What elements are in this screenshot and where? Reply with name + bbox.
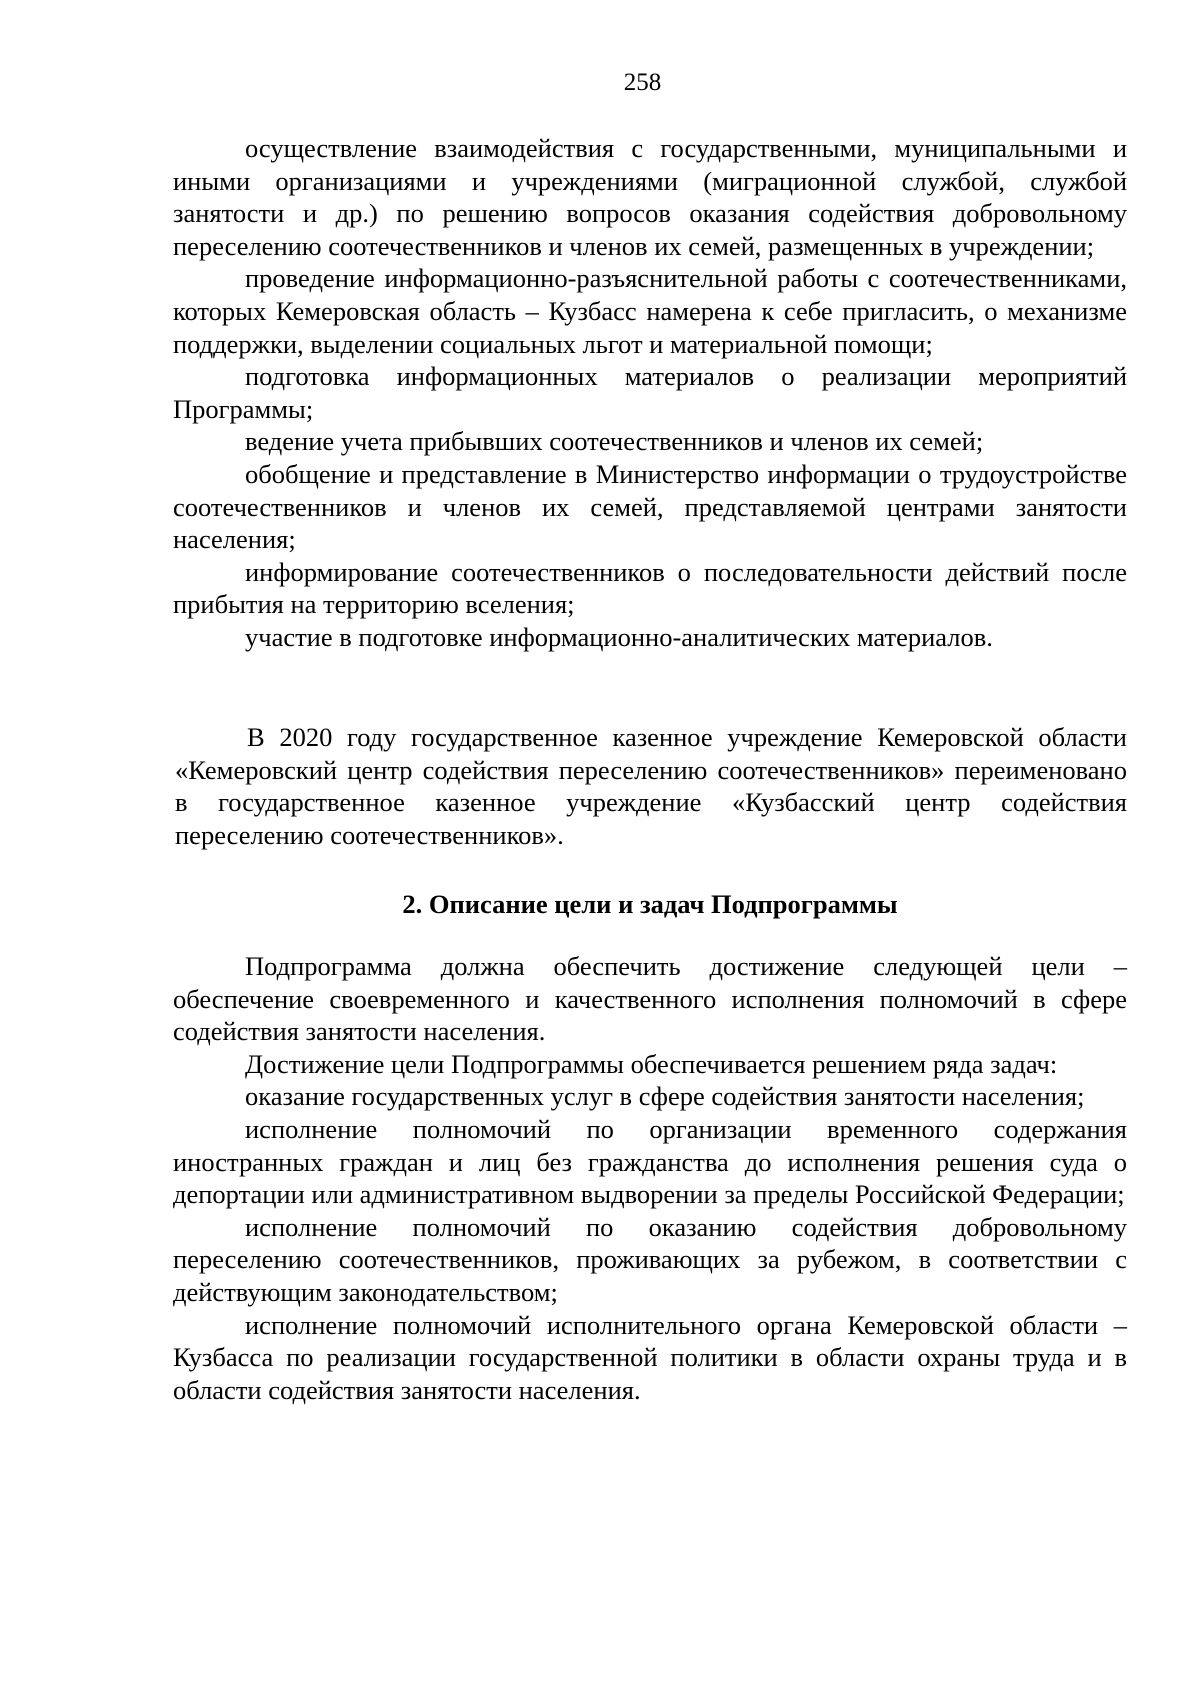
paragraph-task-services: оказание государственных услуг в сфере содействия занятости населения;: [245, 1081, 1085, 1112]
paragraph-arrivals-record: ведение учета прибывших соотечественников и членов их семей;: [245, 426, 984, 457]
paragraph-task-resettlement: исполнение полномочий по оказанию содействия добровольному переселению соотечественников, проживающих за рубежом, в соответствии с действующим законодательством;: [173, 1211, 1127, 1307]
paragraph-tasks-intro: Достижение цели Подпрограммы обеспечивается решением ряда задач:: [245, 1048, 1058, 1079]
section-2-text: [173, 950, 1127, 1406]
page-number: 258: [623, 69, 662, 96]
paragraph-explanatory-work: проведение информационно-разъяснительной работы с соотечественниками, которых Кемеровская область – Кузбасс намерена к себе пригласить, о механизме поддержки, выделении социальных льгот и материальной помощи;: [173, 263, 1127, 359]
paragraph-goal: Подпрограмма должна обеспечить достижение следующей цели – обеспечение своевременного и качественного исполнения полномочий в сфере содействия занятости населения.: [173, 951, 1127, 1047]
paragraph-rename: В 2020 году государственное казенное учреждение Кемеровской области «Кемеровский центр содействия переселению соотечественников» переименовано в государственное казенное учреждение «Кузбасский центр содействия переселению соотечественников».: [175, 722, 1127, 850]
paragraph-task-detention: исполнение полномочий по организации временного содержания иностранных граждан и лиц без гражданства до исполнения решения суда о депортации или административном выдворении за пределы Российской Федерации;: [173, 1113, 1127, 1210]
paragraph-analytics: участие в подготовке информационно-аналитических материалов.: [245, 621, 993, 652]
section-heading: 2. Описание цели и задач Подпрограммы: [402, 889, 898, 919]
section-1-text: [173, 132, 1127, 654]
paragraph-informing: информирование соотечественников о последовательности действий после прибытия на территорию вселения;: [173, 556, 1127, 620]
paragraph-interaction: осуществление взаимодействия с государственными, муниципальными и иными организациями и учреждениями (миграционной службой, службой занятости и др.) по решению вопросов оказания содействия добровольному переселению соотечественников и членов их семей, размещенных в учреждении;: [173, 133, 1127, 261]
rename-text: [175, 721, 1127, 851]
paragraph-employment-summary: обобщение и представление в Министерство информации о трудоустройстве соотечественников и членов их семей, представляемой центрами занятости населения;: [173, 458, 1127, 555]
paragraph-info-materials: подготовка информационных материалов о реализации мероприятий Программы;: [173, 361, 1127, 424]
paragraph-task-labor-policy: исполнение полномочий исполнительного органа Кемеровской области – Кузбасса по реализации государственной политики в области охраны труда и в области содействия занятости населения.: [173, 1309, 1127, 1405]
